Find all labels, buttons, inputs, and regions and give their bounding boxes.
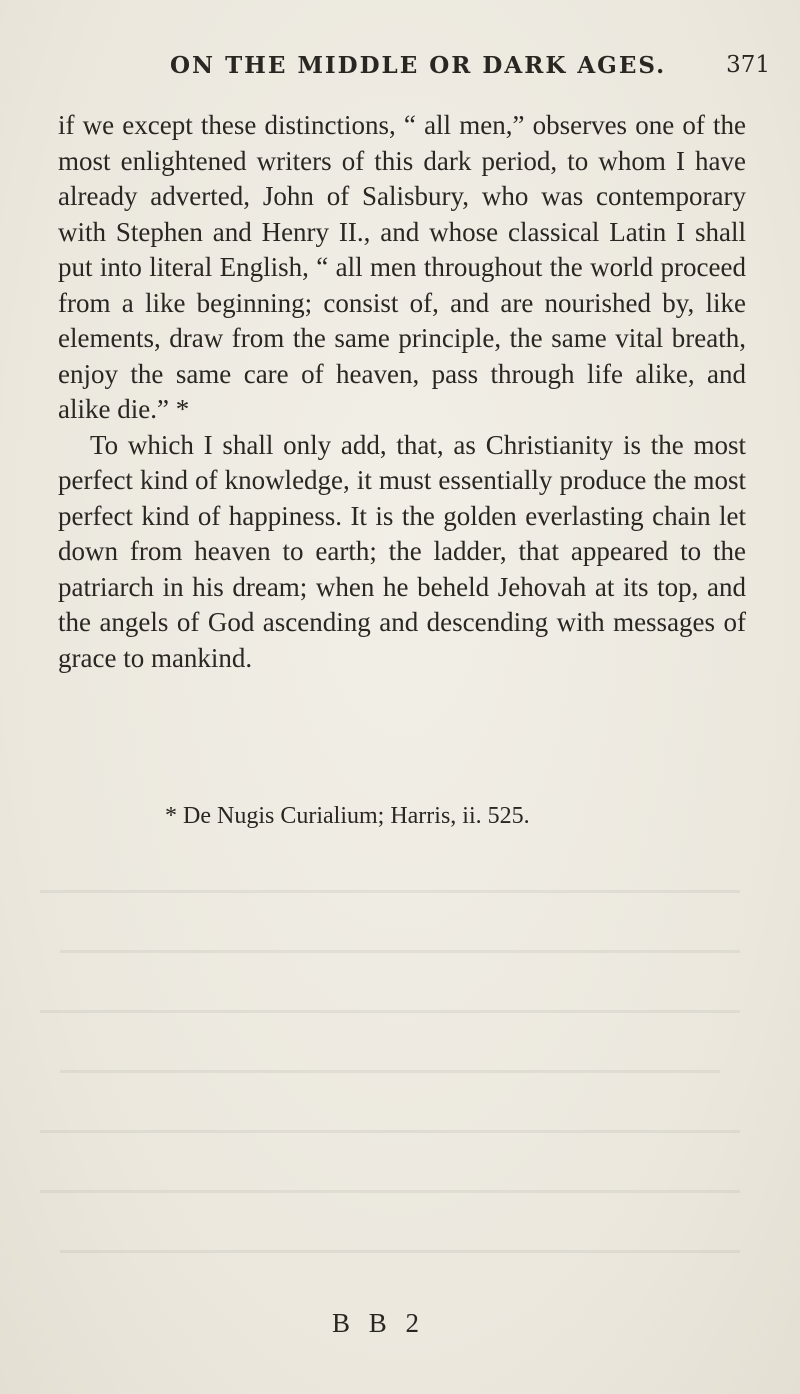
running-head [150,52,770,88]
page-number: 371 [726,52,770,78]
paragraph: if we except these distinctions, “ all men,” observes one of the most enlightened writers of this dark period, to whom I have already adverted, John of Salisbury, who was contemporary with Stephen and Henry II., and whose classical Latin I shall put into literal English, “ all men throughout the world proceed from a like beginning; consist of, and are nourished by, like elements, draw from the same principle, the same vital breath, enjoy the same care of heaven, pass through life alike, and alike die.” * [58,110,746,424]
running-head-title: ON THE MIDDLE OR DARK AGES. [170,52,667,79]
signature-mark: B B 2 [332,1308,426,1338]
body-text [58,108,746,676]
show-through-texture [0,870,800,1320]
paragraph: To which I shall only add, that, as Christianity is the most perfect kind of knowledge, it must essentially produce the most perfect kind of happiness. It is the golden everlasting chain let down from heaven to earth; the ladder, that appeared to the patriarch in his dream; when he beheld Jehovah at its top, and the angels of God ascending and descending with messages of grace to mankind. [58,429,746,673]
footnote: * De Nugis Curialium; Harris, ii. 525. [165,803,530,829]
